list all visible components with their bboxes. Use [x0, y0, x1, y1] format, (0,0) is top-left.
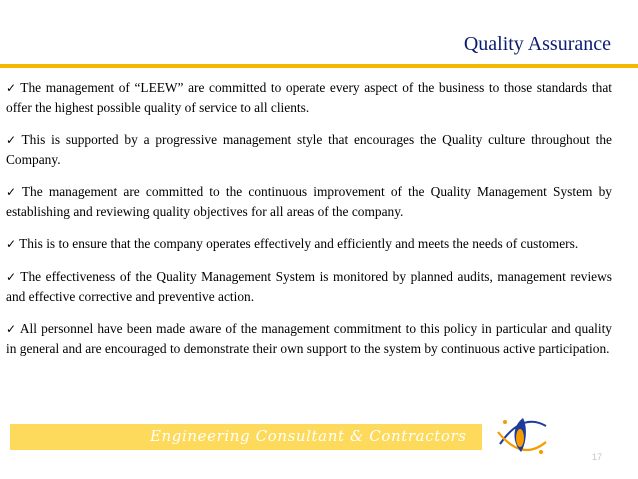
- bullet-item: [6, 182, 612, 221]
- bullet-item: [6, 234, 612, 254]
- bullet-item: [6, 130, 612, 169]
- bullet-list: [6, 78, 612, 371]
- title-divider: [0, 64, 638, 68]
- checkmark-icon: ✓: [6, 133, 19, 147]
- checkmark-icon: ✓: [6, 185, 19, 199]
- checkmark-icon: ✓: [6, 270, 18, 284]
- checkmark-icon: ✓: [6, 237, 17, 251]
- bullet-item: [6, 319, 612, 358]
- checkmark-icon: ✓: [6, 322, 17, 336]
- slide-title: Quality Assurance: [463, 33, 611, 55]
- company-logo-icon: [492, 408, 552, 464]
- bullet-text: The effectiveness of the Quality Management System is monitored by planned audits, management reviews and effective corrective and preventive action.: [6, 269, 612, 304]
- bullet-text: The management of “LEEW” are committed to operate every aspect of the business to those standards that offer the highest possible quality of service to all clients.: [6, 80, 612, 115]
- checkmark-icon: ✓: [6, 81, 18, 95]
- bullet-text: This is to ensure that the company operates effectively and efficiently and meets the needs of customers.: [19, 236, 579, 251]
- bullet-text: This is supported by a progressive management style that encourages the Quality culture throughout the Company.: [6, 132, 612, 167]
- bullet-text: The management are committed to the continuous improvement of the Quality Management System by establishing and reviewing quality objectives for all areas of the company.: [6, 184, 612, 219]
- bullet-text: All personnel have been made aware of the management commitment to this policy in particular and quality in general and are encouraged to demonstrate their own support to the system by continuous active participation.: [6, 321, 612, 356]
- bullet-item: [6, 78, 612, 117]
- bullet-item: [6, 267, 612, 306]
- footer-company-tagline: Engineering Consultant & Contractors: [150, 427, 467, 445]
- page-number: 17: [591, 452, 602, 462]
